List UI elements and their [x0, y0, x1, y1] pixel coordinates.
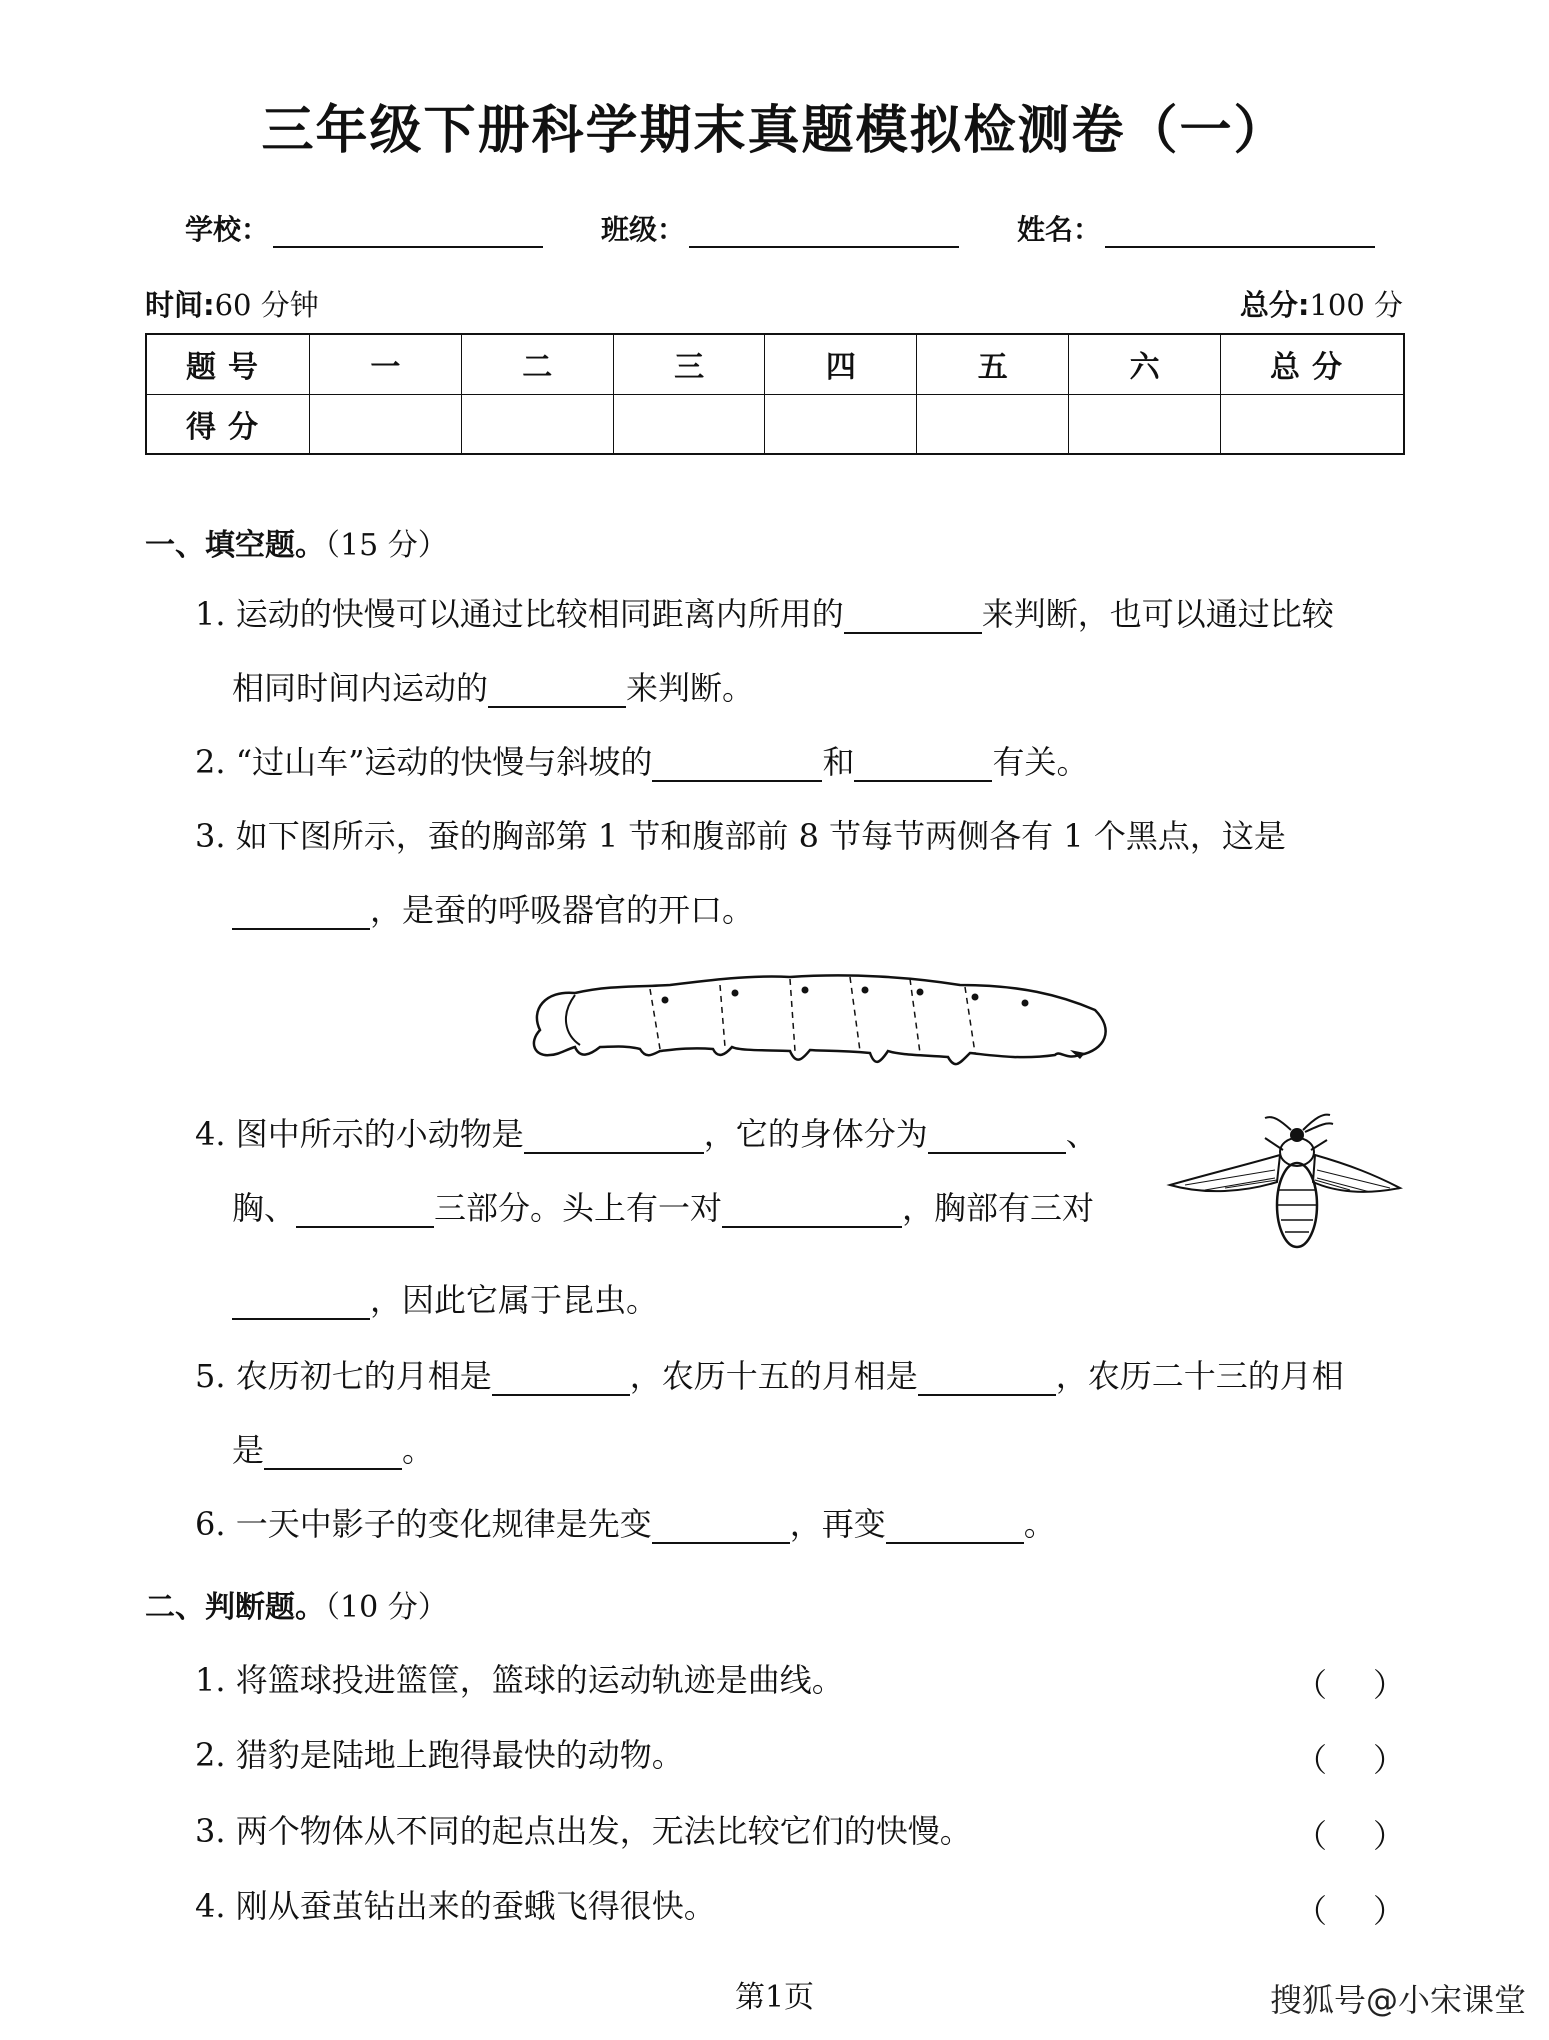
spiracle-dot — [972, 994, 979, 1001]
q5-blank-2[interactable] — [918, 1360, 1056, 1396]
name-blank[interactable] — [1105, 218, 1375, 248]
paren-close: ） — [1372, 1666, 1405, 1704]
school-blank[interactable] — [273, 218, 543, 248]
col-1: 一 — [310, 334, 462, 394]
q5-blank-3[interactable] — [264, 1434, 402, 1470]
q5-blank-1[interactable] — [492, 1360, 630, 1396]
q4-blank-1[interactable] — [524, 1118, 704, 1154]
section-2-title: 二、判断题。 — [145, 1590, 325, 1625]
q2-text-a: 2. “过山车”运动的快慢与斜坡的 — [195, 743, 653, 781]
q2-blank-2[interactable] — [854, 746, 992, 782]
section-2-heading — [145, 1582, 448, 1626]
paren-open: （ — [1295, 1817, 1328, 1855]
school-field[interactable] — [185, 208, 543, 248]
question-2 — [195, 742, 1088, 782]
q2-blank-1[interactable] — [652, 746, 822, 782]
name-field[interactable] — [1017, 208, 1375, 248]
silkworm-segments — [650, 977, 975, 1053]
q4-text-g: ，因此它属于昆虫。 — [370, 1281, 659, 1319]
question-4-line-3 — [232, 1280, 658, 1320]
paren-close: ） — [1372, 1741, 1405, 1779]
paren-close: ） — [1372, 1817, 1405, 1855]
exam-meta-row — [145, 283, 1403, 324]
section-1-heading — [145, 520, 448, 564]
spiracle-dot — [917, 989, 924, 996]
question-4-line-2 — [232, 1188, 1094, 1228]
score-cell[interactable] — [613, 394, 765, 454]
col-3: 三 — [613, 334, 765, 394]
page-number: 第1页 — [734, 1980, 815, 2015]
time-info — [145, 283, 319, 324]
score-header: 得分 — [146, 394, 310, 454]
q6-text-b: ，再变 — [789, 1505, 886, 1543]
score-cell[interactable] — [461, 394, 613, 454]
q4-text-a: 4. 图中所示的小动物是 — [195, 1115, 524, 1153]
question-6 — [195, 1504, 1056, 1544]
q4-blank-4[interactable] — [722, 1192, 902, 1228]
q5-text-b: ，农历十五的月相是 — [629, 1357, 918, 1395]
total-value: 100 分 — [1309, 288, 1403, 322]
silkmoth-illustration — [1165, 1110, 1405, 1260]
judge-answer-2[interactable] — [1295, 1735, 1405, 1781]
question-1-line-2 — [232, 668, 754, 708]
exam-title: 三年级下册科学期末真题模拟检测卷（一） — [261, 100, 1288, 161]
q1-blank-1[interactable] — [844, 598, 982, 634]
judge-answer-1[interactable] — [1295, 1660, 1405, 1706]
q4-blank-3[interactable] — [296, 1192, 434, 1228]
judge-answer-4[interactable] — [1295, 1886, 1405, 1932]
section-2-points: （10 分） — [325, 1590, 448, 1625]
question-number-header: 题号 — [146, 334, 310, 394]
q1-blank-2[interactable] — [488, 672, 626, 708]
moth-abdomen-stripes — [1278, 1190, 1316, 1232]
q5-text-d: 是 — [232, 1431, 265, 1469]
q3-blank[interactable] — [232, 894, 370, 930]
paren-open: （ — [1295, 1741, 1328, 1779]
moth-left-wing-veins — [1185, 1170, 1277, 1190]
total-label: 总分: — [1239, 288, 1310, 322]
q1-text-a: 1. 运动的快慢可以通过比较相同距离内所用的 — [195, 595, 844, 633]
watermark: 搜狐号@小宋课堂 — [1270, 1981, 1527, 2019]
q1-text-c: 相同时间内运动的 — [232, 669, 489, 707]
spiracle-dot — [862, 987, 869, 994]
col-total: 总分 — [1221, 334, 1405, 394]
q6-text-a: 6. 一天中影子的变化规律是先变 — [195, 1505, 652, 1543]
paren-open: （ — [1295, 1666, 1328, 1704]
q4-text-f: ，胸部有三对 — [902, 1189, 1095, 1227]
score-cell[interactable] — [917, 394, 1069, 454]
paren-open: （ — [1295, 1892, 1328, 1930]
judge-question-4: 4. 刚从蚕茧钻出来的蚕蛾飞得很快。 — [195, 1887, 716, 1925]
col-5: 五 — [917, 334, 1069, 394]
score-cell[interactable] — [1221, 394, 1405, 454]
question-5-line-1 — [195, 1356, 1344, 1396]
col-6: 六 — [1069, 334, 1221, 394]
q4-text-c: 、 — [1065, 1115, 1098, 1153]
silkworm-illustration — [520, 955, 1120, 1075]
spiracle-dot — [662, 997, 669, 1004]
score-table-header-row — [146, 334, 1404, 394]
score-cell[interactable] — [310, 394, 462, 454]
col-4: 四 — [765, 334, 917, 394]
class-blank[interactable] — [689, 218, 959, 248]
moth-right-wing — [1313, 1155, 1400, 1192]
judge-question-2: 2. 猎豹是陆地上跑得最快的动物。 — [195, 1736, 684, 1774]
q4-text-d: 胸、 — [232, 1189, 297, 1227]
question-3-line-2 — [232, 890, 754, 930]
q1-text-b: 来判断，也可以通过比较 — [981, 595, 1334, 633]
score-table-score-row — [146, 394, 1404, 454]
score-cell[interactable] — [765, 394, 917, 454]
student-info-row — [185, 208, 1375, 248]
question-5-line-2 — [232, 1430, 434, 1470]
section-1-points: （15 分） — [325, 528, 448, 563]
q5-text-c: ，农历二十三的月相 — [1055, 1357, 1344, 1395]
moth-head — [1290, 1128, 1304, 1142]
q1-text-d: 来判断。 — [626, 669, 755, 707]
q4-blank-5[interactable] — [232, 1284, 370, 1320]
spiracle-dot — [1022, 1000, 1029, 1007]
judge-question-1: 1. 将篮球投进篮筐，篮球的运动轨迹是曲线。 — [195, 1661, 844, 1699]
section-1-title: 一、填空题。 — [145, 528, 325, 563]
q6-blank-1[interactable] — [652, 1508, 790, 1544]
moth-left-wing — [1170, 1155, 1280, 1191]
silkworm-body-outline — [534, 975, 1106, 1064]
name-label: 姓名： — [1016, 213, 1101, 246]
paren-close: ） — [1372, 1892, 1405, 1930]
class-field[interactable] — [601, 208, 959, 248]
q3-text-b: ，是蚕的呼吸器官的开口。 — [370, 891, 755, 929]
q4-text-e: 三部分。头上有一对 — [434, 1189, 723, 1227]
time-label: 时间: — [145, 288, 215, 322]
q2-text-c: 有关。 — [992, 743, 1089, 781]
q6-blank-2[interactable] — [886, 1508, 1024, 1544]
question-3-line-1 — [195, 816, 1286, 856]
judge-question-3: 3. 两个物体从不同的起点出发，无法比较它们的快慢。 — [195, 1812, 972, 1850]
school-label: 学校： — [185, 213, 270, 246]
question-4-line-1 — [195, 1114, 1098, 1154]
q3-text-a: 3. 如下图所示，蚕的胸部第 1 节和腹部前 8 节每节两侧各有 1 个黑点，这是 — [195, 817, 1286, 855]
q4-blank-2[interactable] — [928, 1118, 1066, 1154]
col-2: 二 — [461, 334, 613, 394]
class-label: 班级： — [600, 213, 685, 246]
judge-answer-3[interactable] — [1295, 1811, 1405, 1857]
score-table — [145, 333, 1405, 455]
q4-text-b: ，它的身体分为 — [703, 1115, 928, 1153]
time-value: 60 分钟 — [214, 288, 319, 322]
silkworm-tail — [1070, 1050, 1085, 1059]
score-cell[interactable] — [1069, 394, 1221, 454]
spiracle-dot — [732, 990, 739, 997]
q6-text-c: 。 — [1023, 1505, 1056, 1543]
silkworm-head-line — [566, 995, 580, 1045]
q2-text-b: 和 — [822, 743, 855, 781]
total-info — [1240, 283, 1403, 324]
question-1-line-1 — [195, 594, 1334, 634]
q5-text-e: 。 — [402, 1431, 435, 1469]
moth-right-wing-veins — [1315, 1170, 1390, 1192]
spiracle-dot — [802, 987, 809, 994]
q5-text-a: 5. 农历初七的月相是 — [195, 1357, 492, 1395]
